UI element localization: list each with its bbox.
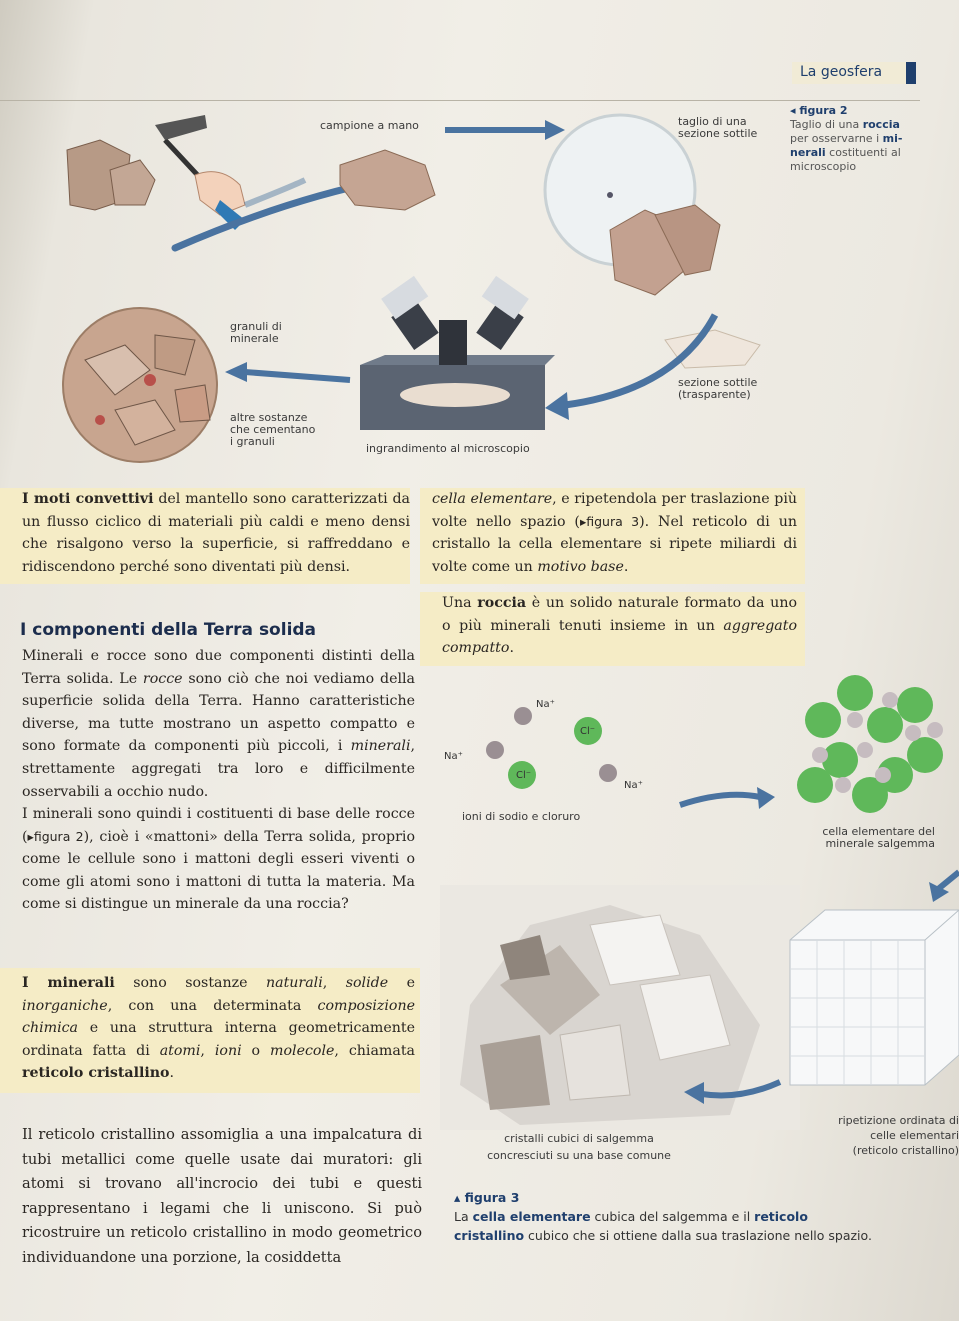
- p3-b2: reticolo cristallino: [22, 1065, 170, 1082]
- paragraph-2: [22, 803, 415, 916]
- label-unit-cell-line1: cella elementare del: [822, 825, 935, 838]
- label-cement-line3: i granuli: [230, 435, 275, 448]
- figure-2-caption: [790, 104, 920, 174]
- p3-c: ,: [322, 975, 346, 991]
- p3-f: e una struttura interna geometricamente ordinata fatta di: [22, 1020, 415, 1059]
- figure-3-heading: ▴ figura 3: [454, 1190, 520, 1205]
- label-cement-line2: che cementano: [230, 423, 316, 436]
- box-left-text: del mantello sono caratterizzati da un flusso ciclico di materiali più caldi e meno densi che risalgono verso la superficie, si raffreddano e ridiscendono perché sono diventati più densi.: [22, 491, 411, 575]
- crystal-lattice-cube: [785, 905, 959, 1090]
- figure-2-ref-text: figura 2: [33, 828, 84, 844]
- box-rock-text1: Una: [442, 595, 478, 611]
- label-cl-1: Cl⁻: [580, 726, 596, 737]
- cap2-part0: Taglio di una: [790, 118, 863, 131]
- p3-k: .: [169, 1065, 175, 1082]
- p1-c: , strettamente aggregati tra loro e difficilmente osservabili a occhio nudo.: [22, 738, 415, 800]
- chapter-header: La geosfera: [792, 62, 916, 84]
- label-lattice-line1: ripetizione ordinata di: [838, 1115, 959, 1127]
- label-ions: ioni di sodio e cloruro: [462, 810, 581, 823]
- label-cut-line2: sezione sottile: [678, 127, 758, 140]
- figure-3-heading-text: figura 3: [464, 1190, 520, 1205]
- label-cut-line1: taglio di una: [678, 115, 747, 128]
- figure-2-heading-text: figura 2: [799, 104, 848, 117]
- header-rule: [0, 100, 920, 101]
- p3-d: e: [388, 975, 416, 991]
- p3-i3: inorganiche: [22, 997, 108, 1014]
- box-unit-cell: [420, 488, 805, 584]
- cap3-c: cubico che si ottiene dalla sua traslazione nello spazio.: [524, 1228, 872, 1243]
- label-cut-section: [678, 116, 757, 140]
- label-lattice-line2: celle elementari: [870, 1129, 959, 1142]
- arrow-lattice-to-crystals: [680, 1070, 785, 1110]
- box-rock-definition: [420, 592, 805, 666]
- sodium-ion-2: [486, 741, 504, 759]
- p3-e: , con una determinata: [107, 997, 318, 1014]
- paragraph-4: Il reticolo cristallino assomiglia a una impalcatura di tubi metallici come quelle usate dai muratori: gli atomi si trovano all'incrocio dei tubi e questi rappresentano i legami che li uniscono. Si può ricostruire un reticolo cristallino in modo geometrico individuandone una porzione, la cosiddetta: [22, 1126, 422, 1266]
- cap2-part5: costituenti al microscopio: [790, 146, 901, 173]
- label-crystals: [464, 1133, 694, 1162]
- p2-b: ), cioè i «mattoni» della Terra solida, proprio come le cellule sono i mattoni degli esseri viventi o come gli atomi sono i mattoni di tutta la materia. Ma come si distingue un minerale da una roccia?: [22, 828, 415, 913]
- figure-2-illustration: [55, 110, 785, 465]
- p3-i7: molecole: [270, 1042, 335, 1059]
- box-rt-italic1: cella elementare: [432, 491, 553, 507]
- cap2-part4: nerali: [790, 146, 826, 159]
- p1-a: Minerali e rocce sono due componenti distinti della Terra solida. Le: [22, 648, 415, 687]
- p3-i1: naturali: [265, 975, 323, 991]
- label-grains-line2: minerale: [230, 332, 279, 345]
- cap3-b: cubica del salgemma e il: [590, 1209, 755, 1224]
- label-unit-cell-line2: minerale salgemma: [825, 837, 935, 850]
- figure-3-caption: [454, 1188, 874, 1245]
- section-title: I componenti della Terra solida: [20, 620, 317, 640]
- label-crystals-line2: concresciuti su una base comune: [487, 1149, 671, 1162]
- p1-i2: minerali: [350, 738, 411, 755]
- box-rock-bold: roccia: [477, 595, 527, 611]
- label-na-2: Na⁺: [444, 751, 463, 762]
- p3-i2: solide: [345, 975, 389, 991]
- figure-3-ref-text: figura 3: [586, 513, 640, 529]
- p1-i1: rocce: [142, 670, 183, 687]
- cap3-b2: reticolo cristallino: [454, 1209, 808, 1243]
- box-rt-text3: .: [623, 558, 629, 575]
- box-rt-italic2: motivo base: [537, 558, 624, 575]
- label-grains: [230, 321, 282, 345]
- box-rt-text1: , e ripetendola per traslazione più volte nello spazio (: [432, 491, 797, 530]
- label-grains-line1: granuli di: [230, 320, 282, 333]
- p3-j: , chiamata: [334, 1042, 416, 1059]
- label-crystals-line1: cristalli cubici di salgemma: [504, 1132, 654, 1145]
- label-section-line2: (trasparente): [678, 388, 751, 401]
- label-na-1: Na⁺: [536, 699, 555, 710]
- p3-i5: atomi: [159, 1042, 201, 1059]
- p3-i4: composizione chimica: [22, 997, 415, 1037]
- p3-g: ,: [200, 1042, 215, 1059]
- label-thin-section: [678, 377, 757, 401]
- box-rock-text2: è un solido naturale formato da uno o più minerali tenuti insieme in un: [442, 595, 797, 634]
- cap2-part1: roccia: [862, 118, 900, 131]
- p3-a: sono sostanze: [114, 975, 266, 991]
- label-hand-sample: campione a mano: [320, 119, 419, 132]
- p3-b1: I minerali: [22, 975, 115, 991]
- box-rt-text2: ). Nel reticolo di un cristallo la cella elementare si ripete miliardi di volte come un: [432, 513, 797, 575]
- unit-cell-model: [795, 675, 945, 815]
- label-section-line1: sezione sottile: [678, 376, 758, 389]
- label-cl-2: Cl⁻: [516, 770, 532, 781]
- p3-i6: ioni: [214, 1042, 242, 1059]
- figure-3-ref[interactable]: ▸figura 3: [579, 513, 640, 529]
- cap3-b1: cella elementare: [472, 1209, 591, 1224]
- figure-2-heading: ◂ figura 2: [790, 104, 848, 117]
- cap2-part3: mi-: [882, 132, 903, 145]
- box-convective-motions: [0, 488, 410, 584]
- figure-2-ref[interactable]: ▸figura 2: [27, 828, 84, 844]
- box-left-bold: I moti convettivi: [22, 491, 154, 507]
- arrow-cell-to-lattice: [925, 860, 959, 910]
- box-rock-text3: .: [509, 640, 514, 657]
- cap3-a: La: [454, 1209, 473, 1224]
- box-minerals-definition: [0, 968, 420, 1093]
- label-magnification: ingrandimento al microscopio: [366, 442, 530, 455]
- cap2-part2: per osservarne i: [790, 132, 883, 145]
- sodium-ion-3: [599, 764, 617, 782]
- p3-h: o: [241, 1042, 271, 1059]
- sodium-ion-1: [514, 707, 532, 725]
- paragraph-1: [22, 645, 415, 803]
- arrow-ions-to-cell: [675, 785, 785, 825]
- p1-b: sono ciò che noi vediamo della superficie solida della Terra. Hanno caratteristiche diverse, ma tutte mostrano un aspetto compatto e sono formate da componenti più piccoli, i: [22, 670, 416, 755]
- label-cement: [230, 412, 315, 448]
- label-lattice: [800, 1115, 959, 1157]
- label-lattice-line3: (reticolo cristallino): [852, 1144, 959, 1157]
- box-rock-italic: aggregato compatto: [442, 617, 797, 657]
- label-cement-line1: altre sostanze: [230, 411, 308, 424]
- label-unit-cell: [805, 826, 935, 850]
- label-na-3: Na⁺: [624, 780, 643, 791]
- p2-a: I minerali sono quindi i costituenti di base delle rocce (: [22, 806, 415, 845]
